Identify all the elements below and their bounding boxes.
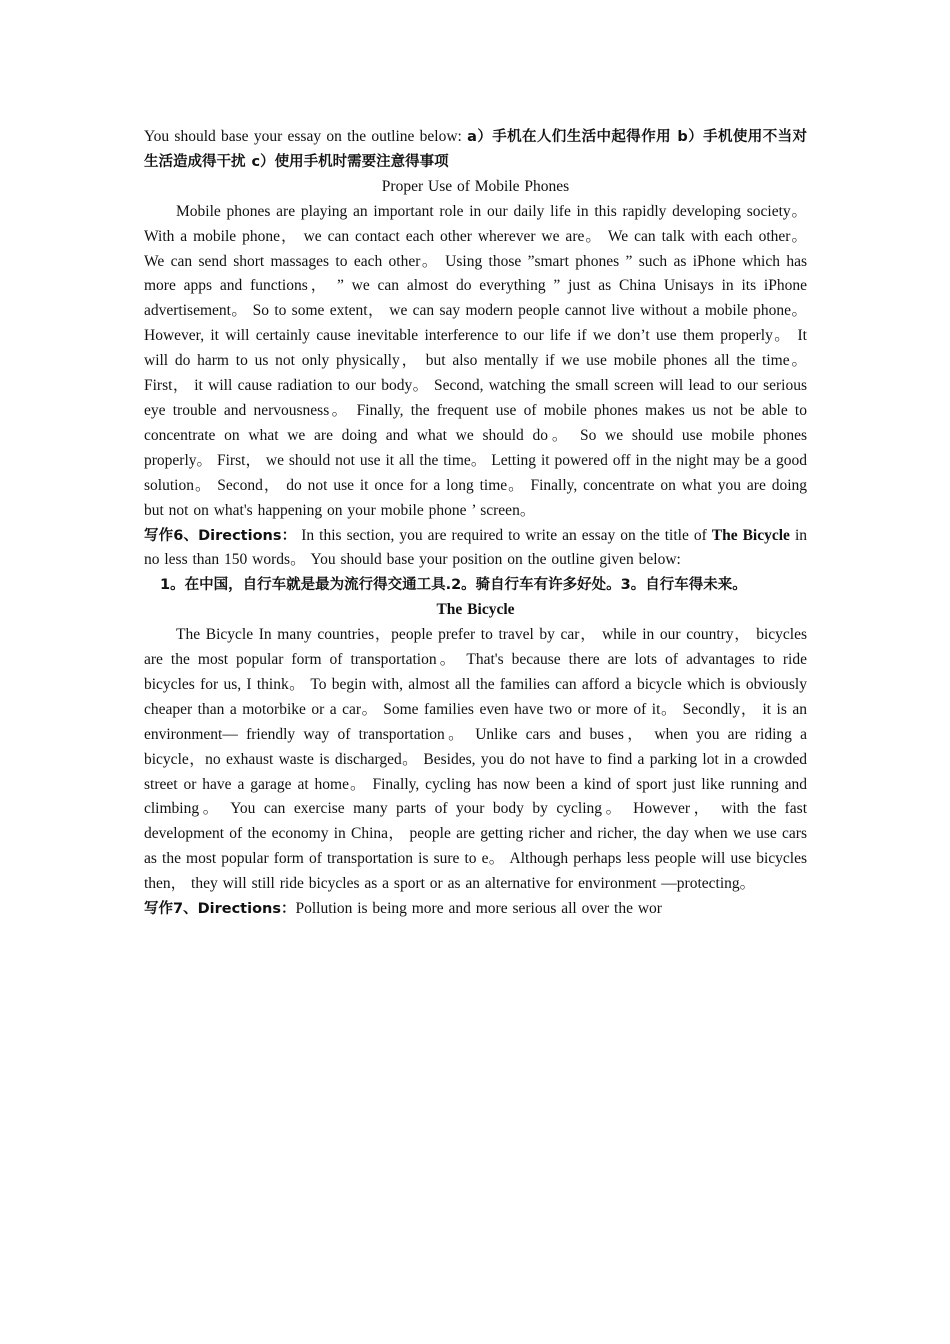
section7-text: Pollution is being more and more serious all over the wor — [295, 900, 662, 918]
section6-title-bold: The Bicycle — [711, 526, 790, 544]
intro-lead: You should base your essay on the outline below: — [144, 128, 468, 145]
intro-paragraph — [144, 125, 807, 175]
section6-text-after: in no less than 150 words。 You should base your position on the outline given below: — [144, 526, 807, 569]
document-page — [144, 125, 807, 922]
section6-text-before: In this section, you are required to write an essay on the title of — [296, 526, 712, 544]
section7-directions — [144, 897, 807, 922]
section6-label: 写作6、Directions： — [144, 527, 297, 544]
essay2-body: The Bicycle In many countries，people prefer to travel by car， while in our country， bicycles are the most popular form of transportation。 That's because there are lots of advantages to ride bicycles for us, I think。 To begin with, almost all the families can afford a bicycle which is obviously cheaper than a motorbike or a car。 Some families even have two or more of it。 Secondly， it is an environment— friendly way of transportation。 Unlike cars and buses， when you are riding a bicycle，no exhaust waste is discharged。 Besides, you do not have to find a parking lot in a crowded street or have a garage at home。 Finally, cycling has now been a kind of sport just like running and climbing。 You can exercise many parts of your body by cycling。 However， with the fast development of the economy in China， people are getting richer and richer, the day when we use cars as the most popular form of transportation is sure to e。 Although perhaps less people will use bicycles then， they will still ride bicycles as a sport or as an alternative for environment —protecting。 — [144, 626, 807, 893]
essay2-title: The Bicycle — [436, 601, 515, 619]
intro-outline: a）手机在人们生活中起得作用 b）手机使用不当对生活造成得干扰 c）使用手机时需要注意得事项 — [144, 129, 807, 170]
essay1-title: Proper Use of Mobile Phones — [381, 177, 570, 195]
essay1-body: Mobile phones are playing an important role in our daily life in this rapidly developing society。 With a mobile phone， we can contact each other wherever we are。 We can talk with each other。 We can send short massages to each other。 Using those ”smart phones ” such as iPhone which has more apps and functions， ” we can almost do everything ” just as China Unisays in its iPhone advertisement。 So to some extent， we can say modern people cannot live without a mobile phone。 However, it will certainly cause inevitable interference to our life if we don’t use them properly。 It will do harm to us not only physically， but also mentally if we use mobile phones all the time。 First， it will cause radiation to our body。 Second, watching the small screen will lead to our serious eye trouble and nervousness。 Finally, the frequent use of mobile phones makes us not be able to concentrate on what we are doing and what we should do。 So we should use mobile phones properly。 First， we should not use it all the time。 Letting it powered off in the night may be a good solution。 Second， do not use it once for a long time。 Finally, concentrate on what you are doing but not on what's happening on your mobile phone ’ screen。 — [144, 202, 807, 519]
section7-label: 写作7、Directions： — [144, 901, 296, 918]
section6-directions — [144, 524, 807, 574]
section6-outline: 1。在中国，自行车就是最为流行得交通工具.2。骑自行车有许多好处。3。自行车得未来。 — [160, 577, 747, 594]
